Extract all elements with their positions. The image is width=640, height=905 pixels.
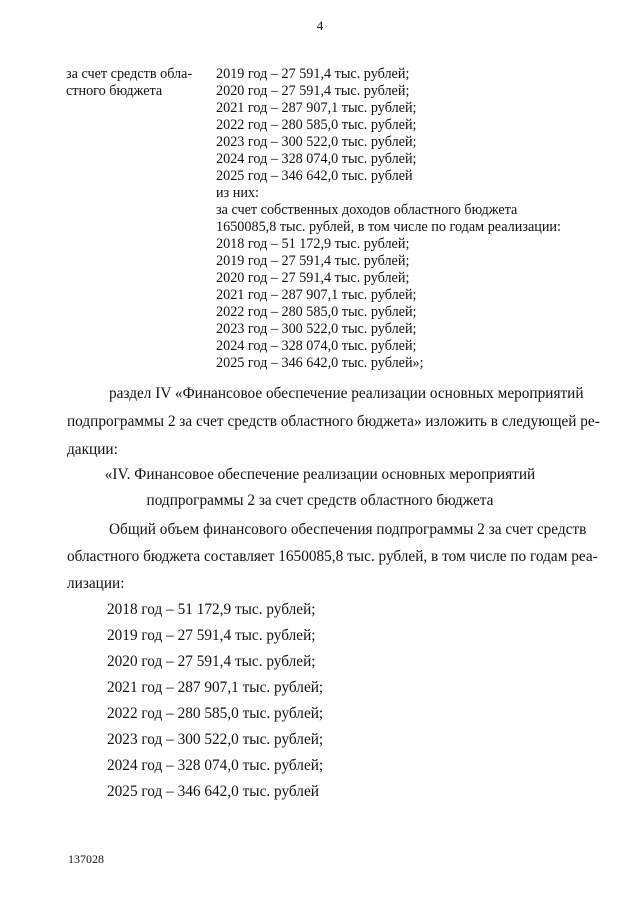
section-heading-line-2: подпрограммы 2 за счет средств областного бюджета: [146, 492, 494, 509]
section-paragraph-line-3: дакции:: [67, 441, 118, 458]
table-line: 2022 год – 280 585,0 тыс. рублей;: [216, 304, 417, 320]
table-line: 2021 год – 287 907,1 тыс. рублей;: [216, 100, 417, 116]
table-line: 2020 год – 27 591,4 тыс. рублей;: [216, 270, 410, 286]
table-line: 2024 год – 328 074,0 тыс. рублей;: [216, 151, 417, 167]
table-line: 2019 год – 27 591,4 тыс. рублей;: [216, 66, 410, 82]
table-line: 2018 год – 51 172,9 тыс. рублей;: [216, 236, 410, 252]
total-paragraph-line-1: Общий объем финансового обеспечения подпрограммы 2 за счет средств: [109, 521, 587, 538]
year-list-item: 2023 год – 300 522,0 тыс. рублей;: [107, 731, 324, 748]
table-line: 2024 год – 328 074,0 тыс. рублей;: [216, 338, 417, 354]
table-line: 1650085,8 тыс. рублей, в том числе по годам реализации:: [216, 219, 561, 235]
year-list-item: 2020 год – 27 591,4 тыс. рублей;: [107, 653, 316, 670]
total-paragraph-line-3: лизации:: [67, 575, 125, 592]
funding-label-line-1: за счет средств обла-: [66, 66, 193, 82]
table-line: 2025 год – 346 642,0 тыс. рублей: [216, 168, 413, 184]
section-paragraph-line-2: подпрограммы 2 за счет средств областного бюджета» изложить в следующей ре-: [67, 413, 600, 430]
table-line: 2025 год – 346 642,0 тыс. рублей»;: [216, 355, 424, 371]
table-line: 2019 год – 27 591,4 тыс. рублей;: [216, 253, 410, 269]
year-list-item: 2021 год – 287 907,1 тыс. рублей;: [107, 679, 324, 696]
year-list-item: 2019 год – 27 591,4 тыс. рублей;: [107, 627, 316, 644]
table-line: 2023 год – 300 522,0 тыс. рублей;: [216, 134, 417, 150]
table-line: 2021 год – 287 907,1 тыс. рублей;: [216, 287, 417, 303]
funding-label-line-2: стного бюджета: [66, 83, 163, 99]
table-line: за счет собственных доходов областного бюджета: [216, 202, 518, 218]
year-list-item: 2025 год – 346 642,0 тыс. рублей: [107, 783, 319, 800]
year-list-item: 2018 год – 51 172,9 тыс. рублей;: [107, 601, 316, 618]
year-list-item: 2024 год – 328 074,0 тыс. рублей;: [107, 757, 324, 774]
page-number: 4: [316, 18, 324, 33]
total-paragraph-line-2: областного бюджета составляет 1650085,8 тыс. рублей, в том числе по годам реа-: [67, 548, 598, 565]
table-line: 2020 год – 27 591,4 тыс. рублей;: [216, 83, 410, 99]
table-line: 2023 год – 300 522,0 тыс. рублей;: [216, 321, 417, 337]
section-heading-line-1: «IV. Финансовое обеспечение реализации основных мероприятий: [104, 466, 536, 483]
year-list-item: 2022 год – 280 585,0 тыс. рублей;: [107, 705, 324, 722]
section-paragraph-line-1: раздел IV «Финансовое обеспечение реализации основных мероприятий: [109, 385, 584, 402]
table-line: 2022 год – 280 585,0 тыс. рублей;: [216, 117, 417, 133]
table-line: из них:: [216, 185, 259, 201]
document-code: 137028: [68, 852, 104, 866]
